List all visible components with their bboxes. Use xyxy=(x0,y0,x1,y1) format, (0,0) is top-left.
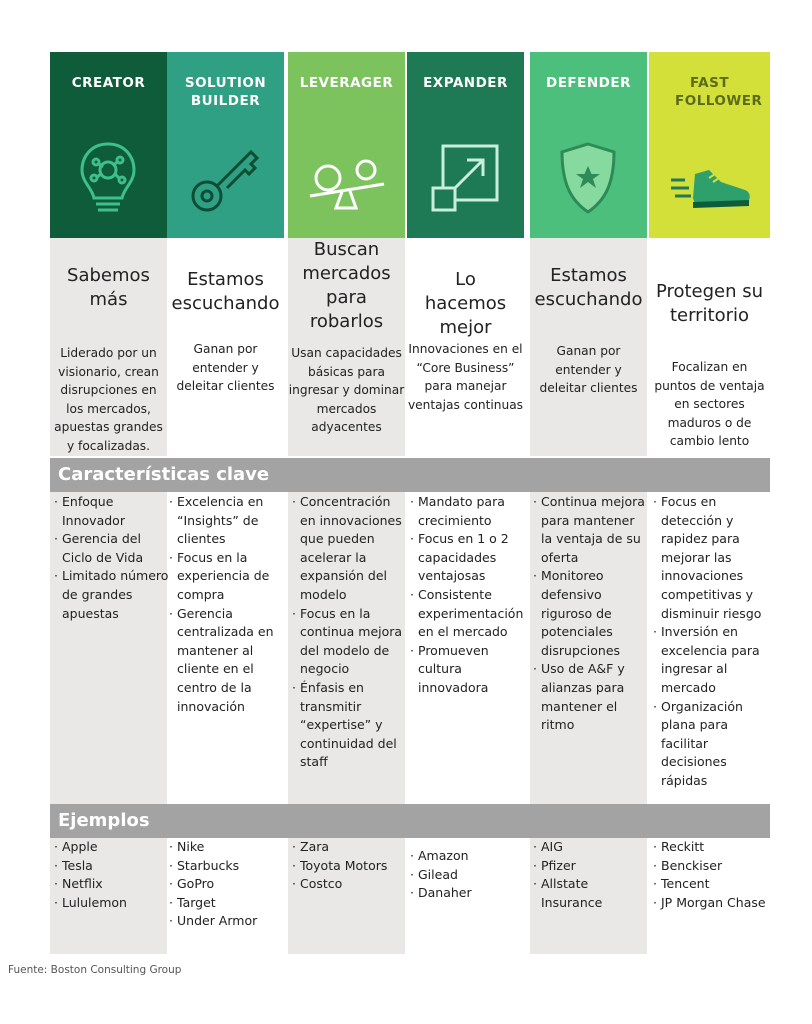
column-title: FAST FOLLOWER xyxy=(675,75,763,109)
list-item: · Gerencia centralizada en mantener al cliente en el centro de la innovación xyxy=(167,605,284,717)
header-leverager xyxy=(288,52,405,238)
description: Ganan por entender y deleitar clientes xyxy=(539,344,638,395)
header-solution-builder xyxy=(167,52,284,238)
examples-defender xyxy=(531,838,648,912)
examples-fast-follower xyxy=(651,838,768,912)
tagline: Protegen su territorio xyxy=(655,281,764,326)
examples-expander xyxy=(408,847,525,903)
tagline-defender xyxy=(530,238,647,456)
header-creator xyxy=(50,52,167,238)
characteristics-expander xyxy=(408,493,525,698)
examples-solution-builder xyxy=(167,838,284,931)
list-item: · Focus en la continua mejora del modelo de negocio xyxy=(290,605,407,679)
source-note: Fuente: Boston Consulting Group xyxy=(8,964,182,976)
list-item: · Allstate Insurance xyxy=(531,875,648,912)
list-item: · Benckiser xyxy=(651,857,768,876)
list-item: · Mandato para crecimiento xyxy=(408,493,525,530)
list-item: · Tesla xyxy=(52,857,169,876)
examples-leverager xyxy=(290,838,407,894)
tagline-creator xyxy=(50,238,167,456)
description: Ganan por entender y deleitar clientes xyxy=(176,342,275,393)
list-item: · Netflix xyxy=(52,875,169,894)
characteristics-leverager xyxy=(290,493,407,772)
characteristics-title: Características clave xyxy=(50,458,770,492)
list-item: · Continua mejora para mantener la ventaja de su oferta xyxy=(531,493,648,567)
sneaker-icon xyxy=(669,138,753,218)
seesaw-icon xyxy=(306,138,386,218)
expand-arrow-icon xyxy=(425,138,505,218)
header-expander xyxy=(407,52,524,238)
list-item: · Focus en 1 o 2 capacidades ventajosas xyxy=(408,530,525,586)
list-item: · Reckitt xyxy=(651,838,768,857)
list-item: · Enfoque Innovador xyxy=(52,493,169,530)
list-item: · AIG xyxy=(531,838,648,857)
list-item: · Uso de A&F y alianzas para mantener el ritmo xyxy=(531,660,648,734)
column-title: EXPANDER xyxy=(423,75,508,91)
header-fast-follower xyxy=(649,52,770,238)
column-title: SOLUTION BUILDER xyxy=(184,75,267,109)
list-item: · GoPro xyxy=(167,875,284,894)
shield-icon xyxy=(548,138,628,218)
list-item: · Gerencia del Ciclo de Vida xyxy=(52,530,169,567)
list-item: · Apple xyxy=(52,838,169,857)
list-item: · Nike xyxy=(167,838,284,857)
list-item: · Monitoreo defensivo riguroso de potenciales disrupciones xyxy=(531,567,648,660)
list-item: · Excelencia en “Insights” de clientes xyxy=(167,493,284,549)
list-item: · Starbucks xyxy=(167,857,284,876)
tagline: Lo hacemos mejor xyxy=(424,269,507,338)
tagline-leverager xyxy=(288,238,405,456)
tagline: Estamos escuchando xyxy=(171,269,280,314)
list-item: · Promueven cultura innovadora xyxy=(408,642,525,698)
list-item: · Toyota Motors xyxy=(290,857,407,876)
tagline: Estamos escuchando xyxy=(534,265,643,310)
tagline-fast-follower xyxy=(649,238,770,456)
characteristics-defender xyxy=(531,493,648,735)
description: Focalizan en puntos de ventaja en sectores maduros o de cambio lento xyxy=(654,360,765,448)
list-item: · Concentración en innovaciones que pueden acelerar la expansión del modelo xyxy=(290,493,407,605)
list-item: · Énfasis en transmitir “expertise” y continuidad del staff xyxy=(290,679,407,772)
description: Usan capacidades básicas para ingresar y dominar mercados adyacentes xyxy=(288,346,405,434)
tagline: Buscan mercados para robarlos xyxy=(302,239,391,332)
characteristics-creator xyxy=(52,493,169,623)
column-title: DEFENDER xyxy=(546,75,631,91)
list-item: · Tencent xyxy=(651,875,768,894)
description: Innovaciones en el “Core Business” para manejar ventajas continuas xyxy=(407,342,524,412)
list-item: · Zara xyxy=(290,838,407,857)
lightbulb-icon xyxy=(68,138,148,218)
tagline: Sabemos más xyxy=(67,265,150,310)
characteristics-solution-builder xyxy=(167,493,284,716)
key-icon xyxy=(185,138,265,218)
tagline-solution-builder xyxy=(167,238,284,456)
list-item: · Organización plana para facilitar decisiones rápidas xyxy=(651,698,768,791)
list-item: · Costco xyxy=(290,875,407,894)
list-item: · Danaher xyxy=(408,884,525,903)
list-item: · JP Morgan Chase xyxy=(651,894,768,913)
list-item: · Lululemon xyxy=(52,894,169,913)
column-title: LEVERAGER xyxy=(299,75,394,91)
examples-title: Ejemplos xyxy=(50,804,770,838)
list-item: · Pfizer xyxy=(531,857,648,876)
characteristics-fast-follower xyxy=(651,493,768,791)
list-item: · Focus en la experiencia de compra xyxy=(167,549,284,605)
list-item: · Gilead xyxy=(408,866,525,885)
list-item: · Inversión en excelencia para ingresar al mercado xyxy=(651,623,768,697)
list-item: · Focus en detección y rapidez para mejorar las innovaciones competitivas y disminuir riesgo xyxy=(651,493,768,623)
list-item: · Limitado número de grandes apuestas xyxy=(52,567,169,623)
list-item: · Under Armor xyxy=(167,912,284,931)
list-item: · Consistente experimentación en el mercado xyxy=(408,586,525,642)
list-item: · Amazon xyxy=(408,847,525,866)
examples-creator xyxy=(52,838,169,912)
header-defender xyxy=(530,52,647,238)
description: Liderado por un visionario, crean disrupciones en los mercados, apuestas grandes y focalizadas. xyxy=(54,346,163,453)
list-item: · Target xyxy=(167,894,284,913)
tagline-expander xyxy=(407,238,524,456)
column-title: CREATOR xyxy=(71,75,146,91)
